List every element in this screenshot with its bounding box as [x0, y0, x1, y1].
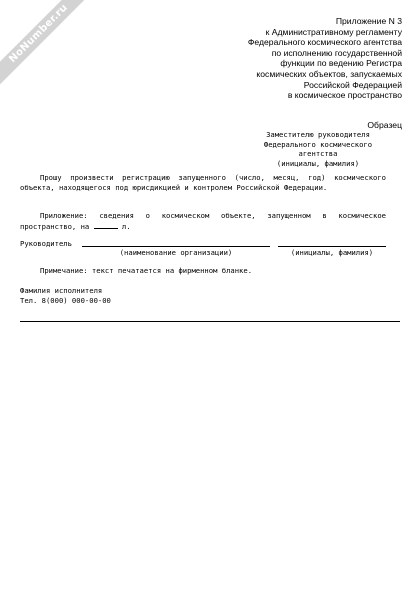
addressee-block — [238, 130, 398, 168]
watermark-text: NoNumber.ru — [0, 0, 105, 100]
attachment-pages-unit: л. — [121, 221, 131, 231]
bottom-divider — [20, 321, 400, 322]
watermark-ribbon — [0, 0, 110, 110]
request-paragraph: Прошу произвести регистрацию запущенного (число, месяц, год) космического объекта, находящегося под юрисдикцией и контролем Российской Федерации. — [20, 173, 386, 192]
attachment-text: Приложение: сведения о космическом объекте, запущенном в космическое пространство, на — [20, 211, 386, 231]
addressee-line: Федерального космического — [263, 139, 373, 149]
appendix-line: по исполнению государственной — [271, 47, 402, 58]
appendix-line: в космическое пространство — [287, 90, 402, 101]
executor-label: Фамилия исполнителя — [20, 286, 103, 295]
appendix-line: Приложение N 3 — [335, 16, 402, 26]
appendix-line: Федерального космического агентства — [247, 37, 402, 48]
sample-label: Образец — [367, 120, 402, 130]
initials-caption: (инициалы, фамилия) — [290, 248, 374, 257]
signature-row — [20, 239, 386, 259]
organization-line — [82, 246, 270, 247]
organization-caption: (наименование организации) — [119, 248, 233, 257]
signature-label: Руководитель — [20, 239, 72, 248]
addressee-line: Заместителю руководителя — [266, 130, 370, 139]
phone-text: Тел. 8(000) 000-00-00 — [20, 296, 111, 305]
initials-line — [278, 246, 386, 247]
appendix-header — [202, 16, 402, 101]
appendix-line: функции по ведению Регистра — [280, 58, 402, 69]
attachment-paragraph — [20, 211, 386, 231]
note-text: Примечание: текст печатается на фирменном бланке. — [40, 266, 253, 275]
appendix-line: космических объектов, запускаемых — [256, 68, 402, 79]
addressee-line: агентства — [298, 149, 338, 159]
addressee-line: (инициалы, фамилия) — [276, 158, 360, 168]
appendix-line: к Административному регламенту — [265, 26, 402, 37]
appendix-line: Российской Федерацией — [303, 79, 402, 90]
page-count-blank — [94, 221, 118, 229]
